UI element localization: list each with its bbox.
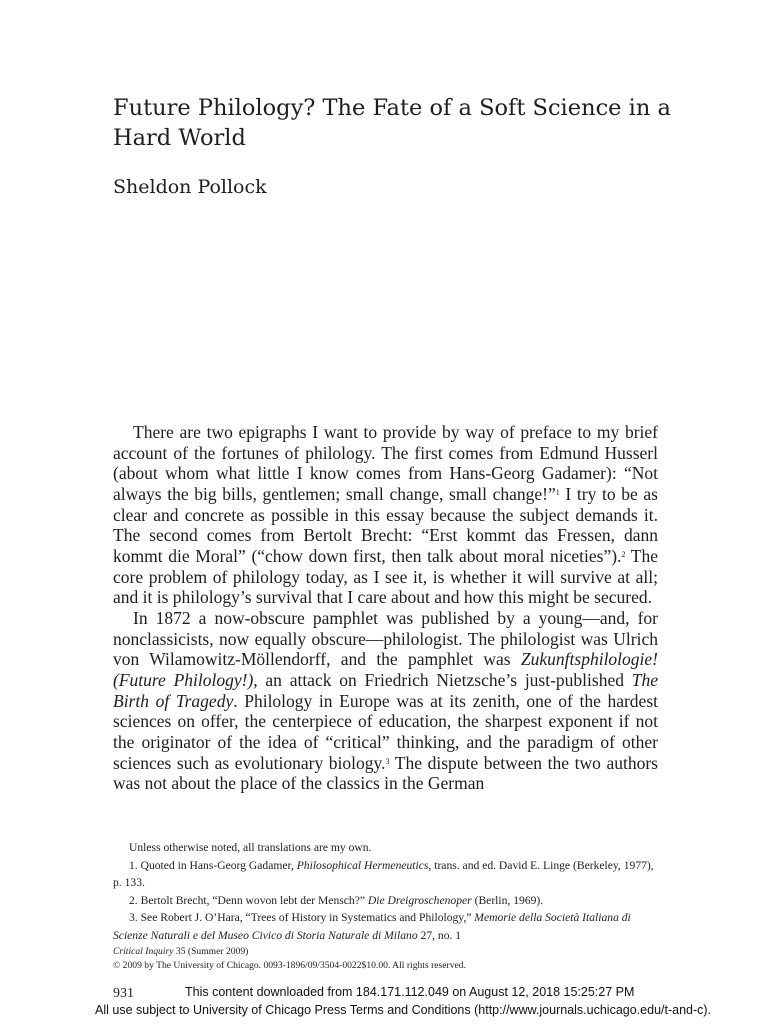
footnote-ref-2: 2	[621, 549, 626, 559]
footnote-ref-3: 3	[385, 756, 390, 766]
terms-notice: All use subject to University of Chicago Press Terms and Conditions (http://www.journals.uchicago.edu/t-and-c).	[95, 1003, 712, 1017]
download-notice: This content downloaded from 184.171.112.049 on August 12, 2018 15:25:27 PM	[185, 985, 635, 999]
footnotes	[113, 839, 658, 944]
footnote-3-title: Memorie della Società Italiana di Scienze Naturali e del Museo Civico di Storia Naturale di Milano	[113, 911, 631, 942]
author-name: Sheldon Pollock	[113, 176, 267, 198]
footnote-3-text-a: 3. See Robert J. O’Hara, “Trees of History in Systematics and Philology,”	[129, 911, 475, 924]
footnote-2-text-b: (Berlin, 1969).	[471, 893, 544, 907]
paragraph-2-text-b: an attack on Friedrich Nietzsche’s just-published	[257, 669, 632, 690]
footnote-2-text-a: 2. Bertolt Brecht, “Denn wovon lebt der Mensch?”	[129, 893, 368, 907]
footnote-1-text-b: , trans. and ed. David E. Linge (Berkeley, 1977), p. 133.	[113, 858, 654, 889]
journal-issue: 35 (Summer 2009)	[173, 946, 249, 957]
paragraph-2-text-d: The dispute between the two authors was not about the place of the classics in the German	[113, 752, 658, 794]
paragraph-2	[113, 608, 658, 794]
paragraph-1-text-c: The core problem of philology today, as I see it, is whether it will survive at all; and it is philology’s survival that I care about and how this might be secured.	[113, 545, 658, 608]
footnote-3-text-b: 27, no. 1	[417, 928, 462, 942]
article-body	[113, 422, 658, 794]
paragraph-2-text-a: In 1872 a now-obscure pamphlet was published by a young—and, for nonclassicists, now equally obscure—philologist. The philologist was Ulrich von Wilamowitz-Möllendorff, and the pamphlet was	[113, 607, 658, 670]
footnote-3	[113, 909, 658, 944]
footnote-2	[113, 892, 658, 910]
page-number: 931	[113, 986, 134, 1001]
paragraph-1-text-a: There are two epigraphs I want to provide by way of preface to my brief account of the fortunes of philology. The first comes from Edmund Husserl (about whom what little I know comes from Hans-Georg Gadamer): “Not always the big bills, gentlemen; small change, small change!”	[113, 422, 658, 504]
article-title: Future Philology? The Fate of a Soft Science in a Hard World	[113, 95, 671, 151]
paragraph-1	[113, 422, 658, 608]
footnote-ref-1: 1	[555, 487, 560, 497]
footnote-1-title: Philosophical Hermeneutics	[296, 858, 429, 872]
book-title: The Birth of Tragedy	[113, 669, 658, 711]
journal-info	[113, 945, 673, 973]
copyright-line: © 2009 by The University of Chicago. 0093-1896/09/3504-0022$10.00. All rights reserved.	[113, 960, 466, 971]
paragraph-1-text-b: I try to be as clear and concrete as possible in this essay because the subject demands it. The second comes from Bertolt Brecht: “Erst kommt das Fressen, dann kommt die Moral” (“chow down first, then talk about moral niceties”).	[113, 483, 658, 566]
journal-citation	[113, 945, 673, 959]
footnote-1	[113, 857, 658, 892]
footnote-1-text-a: 1. Quoted in Hans-Georg Gadamer,	[129, 858, 297, 872]
paragraph-2-text-c: . Philology in Europe was at its zenith, one of the hardest sciences on offer, the centerpiece of education, the sharpest exponent if not the originator of the idea of “critical” thinking, and the paradigm of other sciences such as evolutionary biology.	[113, 690, 658, 773]
pamphlet-title: Zukunftsphilologie! (Future Philology!),	[113, 649, 658, 690]
footnote-2-title: Die Dreigroschenoper	[367, 893, 472, 907]
journal-name: Critical Inquiry	[113, 946, 174, 957]
translation-note: Unless otherwise noted, all translations are my own.	[129, 841, 372, 854]
